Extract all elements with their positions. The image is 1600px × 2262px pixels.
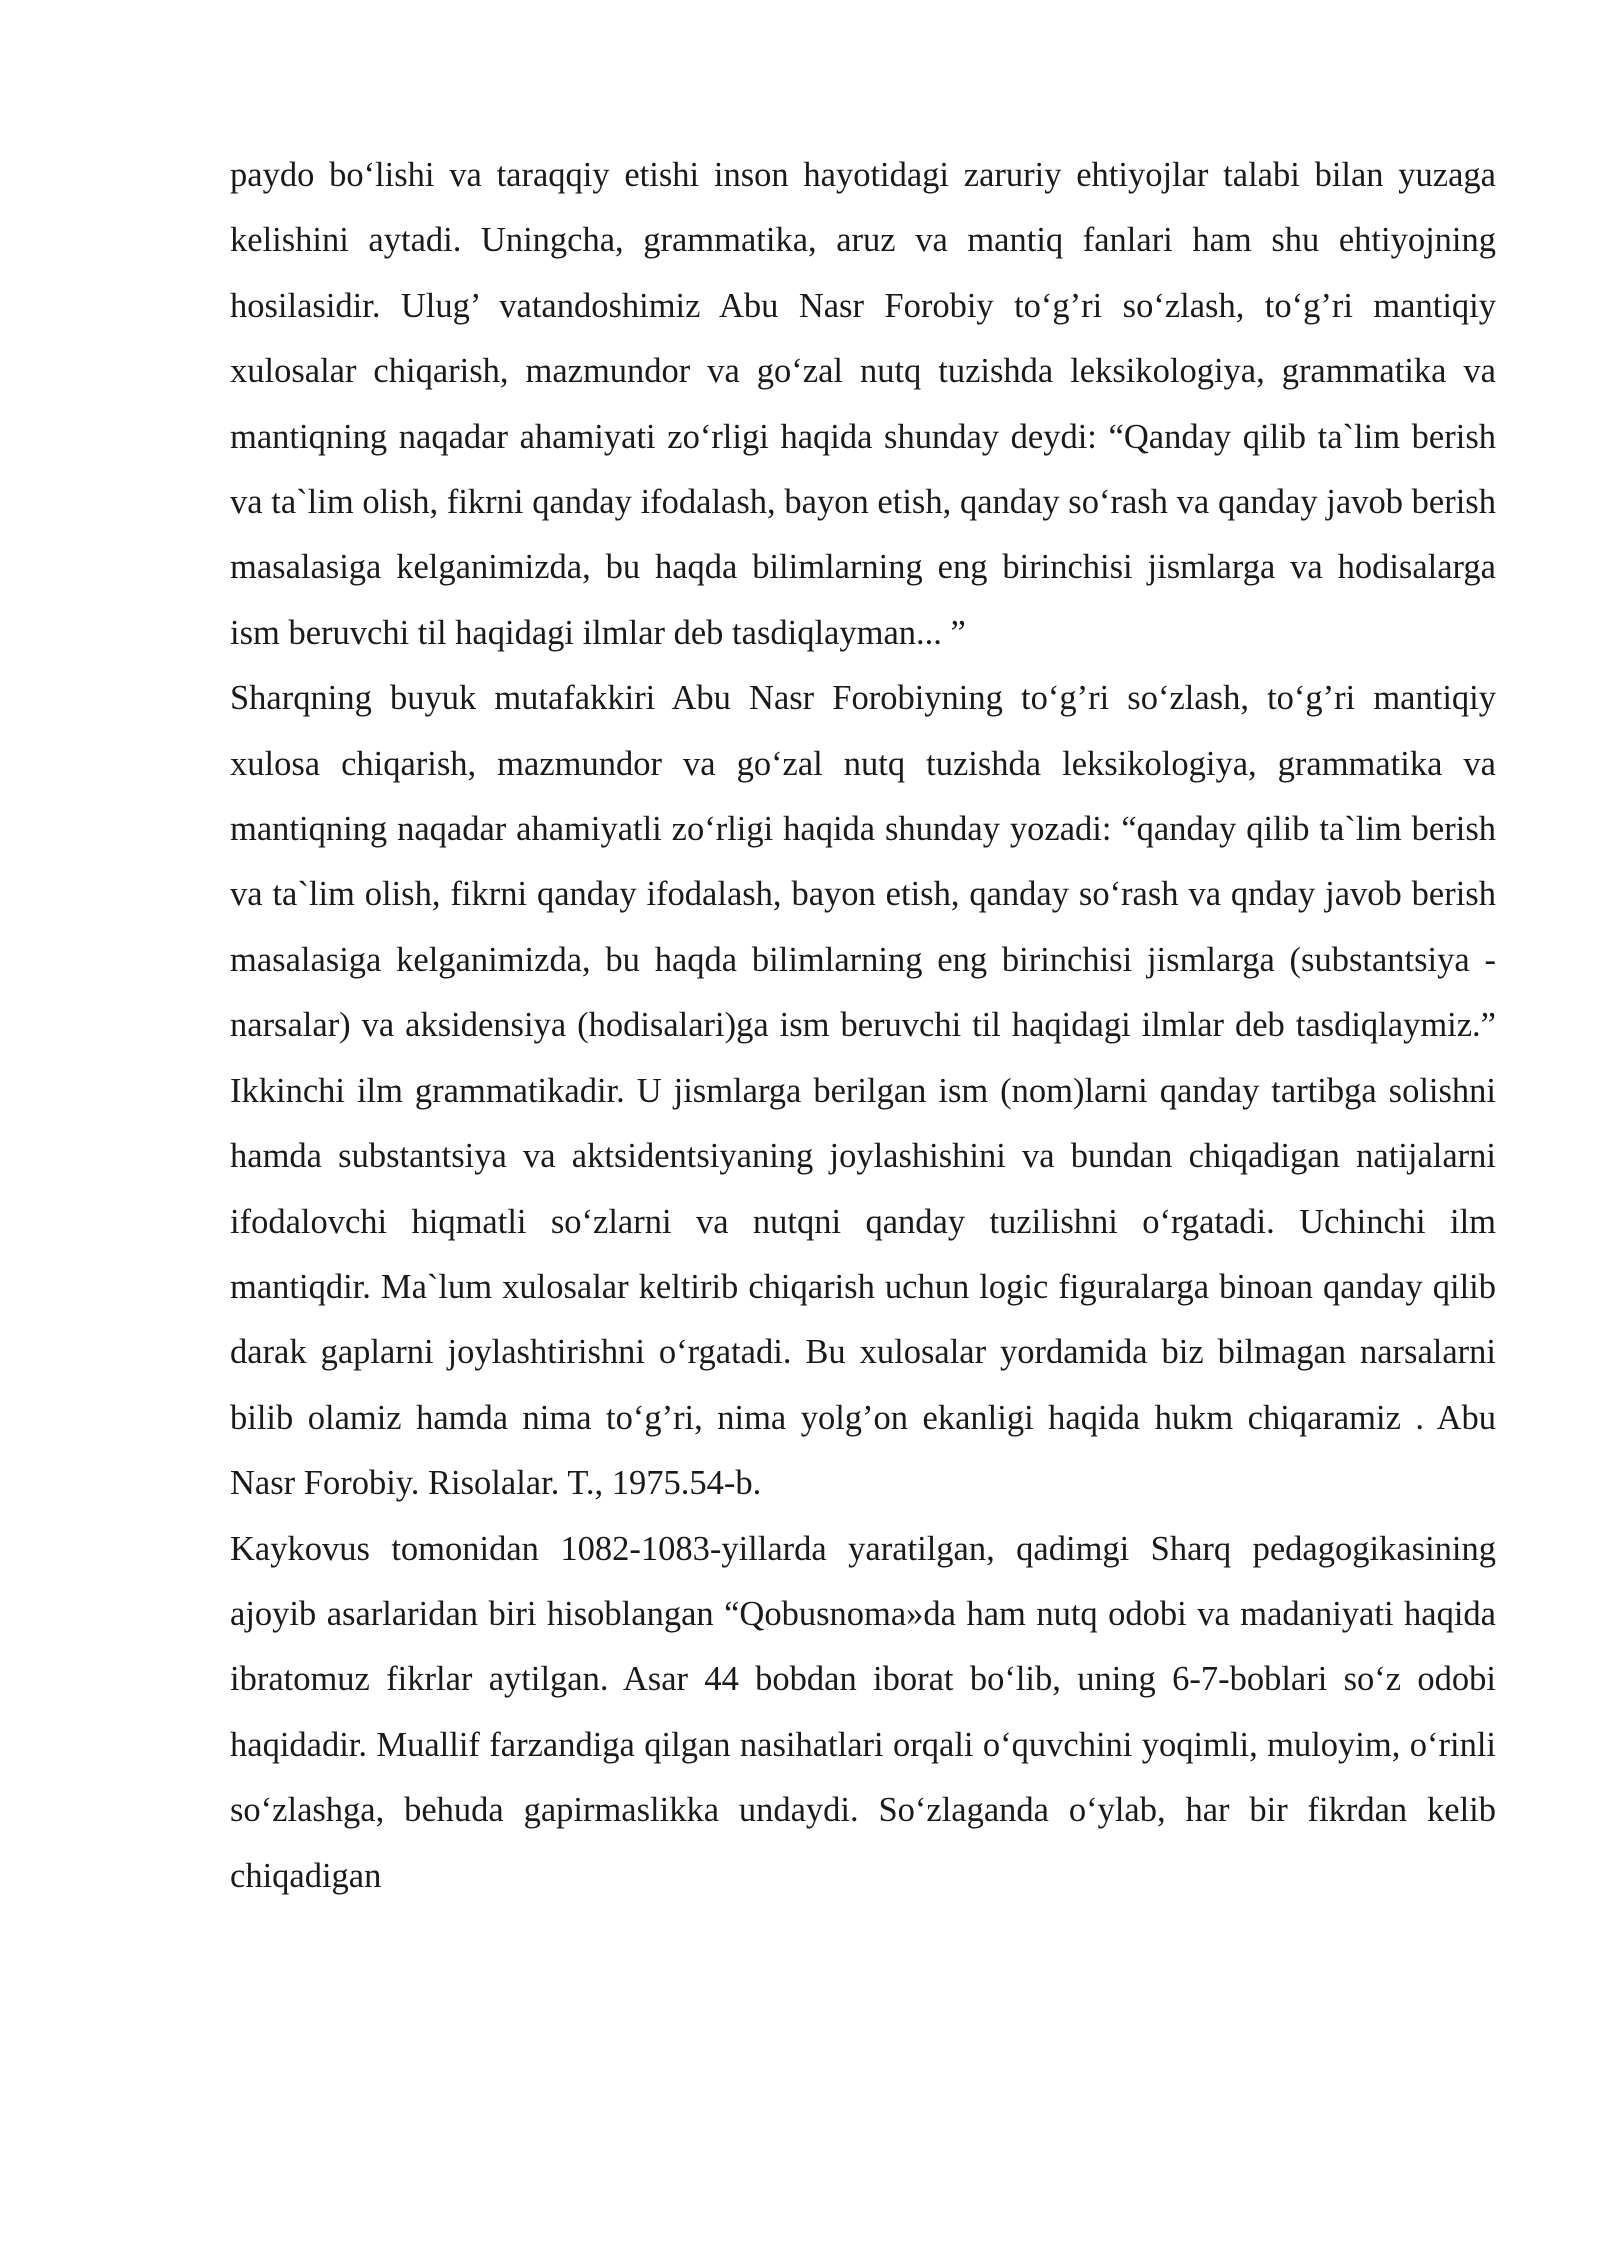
document-body — [230, 143, 1496, 1909]
paragraph-farobi-intro: paydo boʻlishi va taraqqiy etishi inson hayotidagi zaruriy ehtiyojlar talabi bilan yuzaga kelishini aytadi. Uningcha, grammatika, aruz va mantiq fanlari ham shu ehtiyojning hosilasidir. Ulug’ vatandoshimiz Abu Nasr Forobiy toʻg’ri soʻzlash, toʻg’ri mantiqiy xulosalar chiqarish, mazmundor va goʻzal nutq tuzishda leksikologiya, grammatika va mantiqning naqadar ahamiyati zoʻrligi haqida shunday deydi: “Qanday qilib ta`lim berish va ta`lim olish, fikrni qanday ifodalash, bayon etish, qanday soʻrash va qanday javob berish masalasiga kelganimizda, bu haqda bilimlarning eng birinchisi jismlarga va hodisalarga ism beruvchi til haqidagi ilmlar deb tasdiqlayman... ” — [230, 156, 1496, 652]
paragraph-qobusnoma: Kaykovus tomonidan 1082-1083-yillarda yaratilgan, qadimgi Sharq pedagogikasining ajoyib asarlaridan biri hisoblangan “Qobusnoma»da ham nutq odobi va madaniyati haqida ibratomuz fikrlar aytilgan. Asar 44 bobdan iborat boʻlib, uning 6-7-boblari soʻz odobi haqidadir. Muallif farzandiga qilgan nasihatlari orqali oʻquvchini yoqimli, muloyim, oʻrinli soʻzlashga, behuda gapirmaslikka undaydi. Soʻzlaganda oʻylab, har bir fikrdan kelib chiqadigan — [230, 1529, 1496, 1895]
paragraph-farobi-quote: Sharqning buyuk mutafakkiri Abu Nasr Forobiyning toʻg’ri soʻzlash, toʻg’ri mantiqiy xulosa chiqarish, mazmundor va goʻzal nutq tuzishda leksikologiya, grammatika va mantiqning naqadar ahamiyatli zoʻrligi haqida shunday yozadi: “qanday qilib ta`lim berish va ta`lim olish, fikrni qanday ifodalash, bayon etish, qanday soʻrash va qnday javob berish masalasiga kelganimizda, bu haqda bilimlarning eng birinchisi jismlarga (substantsiya -narsalar) va aksidensiya (hodisalari)ga ism beruvchi til haqidagi ilmlar deb tasdiqlaymiz.” Ikkinchi ilm grammatikadir. U jismlarga berilgan ism (nom)larni qanday tartibga solishni hamda substantsiya va aktsidentsiyaning joylashishini va bundan chiqadigan natijalarni ifodalovchi hiqmatli soʻzlarni va nutqni qanday tuzilishni oʻrgatadi. Uchinchi ilm mantiqdir. Ma`lum xulosalar keltirib chiqarish uchun logic figuralarga binoan qanday qilib darak gaplarni joylashtirishni oʻrgatadi. Bu xulosalar yordamida biz bilmagan narsalarni bilib olamiz hamda nima toʻg’ri, nima yolg’on ekanligi haqida hukm chiqaramiz . Abu Nasr Forobiy. Risolalar. T., 1975.54-b. — [230, 679, 1496, 1503]
